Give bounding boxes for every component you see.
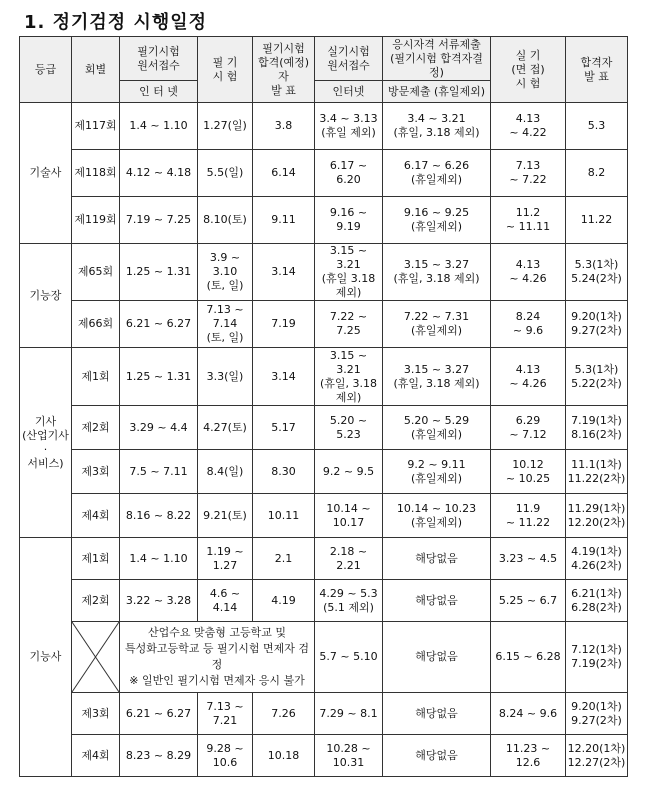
practical-exam-cell: 8.24 ~ 9.6 — [491, 693, 566, 735]
written-exam-cell: 7.13 ~ 7.14 (토, 일) — [198, 301, 253, 348]
final-pass-cell: 5.3(1차) 5.22(2차) — [566, 348, 628, 406]
practical-apply-cell: 10.28 ~ 10.31 — [315, 735, 383, 777]
written-exam-cell: 5.5(일) — [198, 150, 253, 197]
practical-exam-cell: 4.13 ~ 4.26 — [491, 348, 566, 406]
practical-exam-cell: 4.13 ~ 4.26 — [491, 244, 566, 301]
practical-exam-cell: 5.25 ~ 6.7 — [491, 580, 566, 622]
exam-schedule-table — [19, 36, 628, 777]
docs-cell: 9.2 ~ 9.11 (휴일제외) — [383, 450, 491, 494]
header-docs: 응시자격 서류제출 (필기시험 합격자결정) — [383, 37, 491, 81]
written-exam-cell: 1.27(일) — [198, 103, 253, 150]
round-cell: 제118회 — [72, 150, 120, 197]
written-pass-cell: 3.14 — [253, 348, 315, 406]
round-cell: 제119회 — [72, 197, 120, 244]
final-pass-cell: 8.2 — [566, 150, 628, 197]
table-row — [20, 103, 628, 150]
round-cell: 제2회 — [72, 406, 120, 450]
practical-apply-cell: 4.29 ~ 5.3 (5.1 제외) — [315, 580, 383, 622]
docs-cell: 해당없음 — [383, 735, 491, 777]
docs-cell: 해당없음 — [383, 538, 491, 580]
table-row — [20, 693, 628, 735]
exempt-note: 산업수요 맞춤형 고등학교 및 특성화고등학교 등 필기시험 면제자 검정 ※ 일반인 필기시험 면제자 응시 불가 — [120, 622, 315, 693]
written-pass-cell: 4.19 — [253, 580, 315, 622]
grade-cell: 기능사 — [20, 538, 72, 777]
table-row-exempt — [20, 622, 628, 693]
written-apply-cell: 4.12 ~ 4.18 — [120, 150, 198, 197]
written-apply-cell: 3.22 ~ 3.28 — [120, 580, 198, 622]
grade-cell: 기술사 — [20, 103, 72, 244]
round-cell: 제65회 — [72, 244, 120, 301]
header-round: 회별 — [72, 37, 120, 103]
practical-exam-cell: 3.23 ~ 4.5 — [491, 538, 566, 580]
table-row — [20, 494, 628, 538]
written-apply-cell: 7.19 ~ 7.25 — [120, 197, 198, 244]
practical-apply-cell: 10.14 ~ 10.17 — [315, 494, 383, 538]
practical-apply-cell: 6.17 ~ 6.20 — [315, 150, 383, 197]
round-cell: 제66회 — [72, 301, 120, 348]
written-pass-cell: 7.26 — [253, 693, 315, 735]
written-apply-cell: 3.29 ~ 4.4 — [120, 406, 198, 450]
header-final-pass: 합격자 발 표 — [566, 37, 628, 103]
written-exam-cell: 9.21(토) — [198, 494, 253, 538]
docs-cell: 3.15 ~ 3.27 (휴일, 3.18 제외) — [383, 348, 491, 406]
written-exam-cell: 7.13 ~ 7.21 — [198, 693, 253, 735]
table-row — [20, 348, 628, 406]
final-pass-cell: 7.12(1차) 7.19(2차) — [566, 622, 628, 693]
table-row — [20, 538, 628, 580]
round-cell: 제2회 — [72, 580, 120, 622]
round-cell: 제4회 — [72, 735, 120, 777]
written-apply-cell: 6.21 ~ 6.27 — [120, 693, 198, 735]
practical-apply-cell: 5.7 ~ 5.10 — [315, 622, 383, 693]
practical-exam-cell: 10.12 ~ 10.25 — [491, 450, 566, 494]
written-pass-cell: 3.8 — [253, 103, 315, 150]
practical-apply-cell: 2.18 ~ 2.21 — [315, 538, 383, 580]
subheader-practical-apply: 인터넷 — [315, 81, 383, 103]
practical-apply-cell: 7.29 ~ 8.1 — [315, 693, 383, 735]
written-apply-cell: 6.21 ~ 6.27 — [120, 301, 198, 348]
written-apply-cell: 1.25 ~ 1.31 — [120, 244, 198, 301]
docs-cell: 해당없음 — [383, 580, 491, 622]
practical-apply-cell: 3.4 ~ 3.13 (휴일 제외) — [315, 103, 383, 150]
written-apply-cell: 7.5 ~ 7.11 — [120, 450, 198, 494]
page-title: 1. 정기검정 시행일정 — [24, 12, 207, 33]
header-practical-exam: 실 기 (면 접) 시 험 — [491, 37, 566, 103]
header-written-exam: 필 기 시 험 — [198, 37, 253, 103]
final-pass-cell: 11.22 — [566, 197, 628, 244]
final-pass-cell: 12.20(1차) 12.27(2차) — [566, 735, 628, 777]
table-row — [20, 244, 628, 301]
written-apply-cell: 1.4 ~ 1.10 — [120, 538, 198, 580]
docs-cell: 7.22 ~ 7.31 (휴일제외) — [383, 301, 491, 348]
docs-cell: 3.15 ~ 3.27 (휴일, 3.18 제외) — [383, 244, 491, 301]
docs-cell: 5.20 ~ 5.29 (휴일제외) — [383, 406, 491, 450]
schedule-body — [20, 103, 628, 777]
written-pass-cell: 10.18 — [253, 735, 315, 777]
subheader-written-apply: 인 터 넷 — [120, 81, 198, 103]
written-pass-cell: 9.11 — [253, 197, 315, 244]
docs-cell: 10.14 ~ 10.23 (휴일제외) — [383, 494, 491, 538]
written-exam-cell: 9.28 ~ 10.6 — [198, 735, 253, 777]
subheader-docs: 방문제출 (휴일제외) — [383, 81, 491, 103]
practical-exam-cell: 11.2 ~ 11.11 — [491, 197, 566, 244]
header-practical-apply: 실기시험 원서접수 — [315, 37, 383, 81]
written-pass-cell: 7.19 — [253, 301, 315, 348]
final-pass-cell: 5.3 — [566, 103, 628, 150]
practical-apply-cell: 5.20 ~ 5.23 — [315, 406, 383, 450]
docs-cell: 3.4 ~ 3.21 (휴일, 3.18 제외) — [383, 103, 491, 150]
table-row — [20, 450, 628, 494]
table-row — [20, 197, 628, 244]
round-cell: 제117회 — [72, 103, 120, 150]
written-exam-cell: 3.3(일) — [198, 348, 253, 406]
written-pass-cell: 3.14 — [253, 244, 315, 301]
written-apply-cell: 8.16 ~ 8.22 — [120, 494, 198, 538]
final-pass-cell: 5.3(1차) 5.24(2차) — [566, 244, 628, 301]
docs-cell: 해당없음 — [383, 693, 491, 735]
written-exam-cell: 4.27(토) — [198, 406, 253, 450]
practical-exam-cell: 6.29 ~ 7.12 — [491, 406, 566, 450]
written-pass-cell: 2.1 — [253, 538, 315, 580]
practical-exam-cell: 4.13 ~ 4.22 — [491, 103, 566, 150]
header-written-apply: 필기시험 원서접수 — [120, 37, 198, 81]
written-apply-cell: 8.23 ~ 8.29 — [120, 735, 198, 777]
round-cell: 제3회 — [72, 450, 120, 494]
written-pass-cell: 10.11 — [253, 494, 315, 538]
written-pass-cell: 8.30 — [253, 450, 315, 494]
written-exam-cell: 1.19 ~ 1.27 — [198, 538, 253, 580]
written-apply-cell: 1.25 ~ 1.31 — [120, 348, 198, 406]
practical-exam-cell: 11.23 ~ 12.6 — [491, 735, 566, 777]
final-pass-cell: 6.21(1차) 6.28(2차) — [566, 580, 628, 622]
practical-apply-cell: 3.15 ~ 3.21 (휴일, 3.18 제외) — [315, 348, 383, 406]
final-pass-cell: 4.19(1차) 4.26(2차) — [566, 538, 628, 580]
written-pass-cell: 6.14 — [253, 150, 315, 197]
grade-cell: 기능장 — [20, 244, 72, 348]
written-pass-cell: 5.17 — [253, 406, 315, 450]
written-apply-cell: 1.4 ~ 1.10 — [120, 103, 198, 150]
round-cell: 제1회 — [72, 348, 120, 406]
final-pass-cell: 7.19(1차) 8.16(2차) — [566, 406, 628, 450]
practical-apply-cell: 9.2 ~ 9.5 — [315, 450, 383, 494]
round-cell: 제3회 — [72, 693, 120, 735]
table-row — [20, 301, 628, 348]
final-pass-cell: 11.29(1차) 12.20(2차) — [566, 494, 628, 538]
crossed-out-cell — [72, 622, 120, 693]
written-exam-cell: 8.10(토) — [198, 197, 253, 244]
table-row — [20, 735, 628, 777]
round-cell: 제1회 — [72, 538, 120, 580]
final-pass-cell: 11.1(1차) 11.22(2차) — [566, 450, 628, 494]
docs-cell: 9.16 ~ 9.25 (휴일제외) — [383, 197, 491, 244]
grade-cell: 기사 (산업기사 · 서비스) — [20, 348, 72, 538]
docs-cell: 6.17 ~ 6.26 (휴일제외) — [383, 150, 491, 197]
final-pass-cell: 9.20(1차) 9.27(2차) — [566, 693, 628, 735]
practical-exam-cell: 11.9 ~ 11.22 — [491, 494, 566, 538]
practical-apply-cell: 7.22 ~ 7.25 — [315, 301, 383, 348]
table-row — [20, 406, 628, 450]
practical-apply-cell: 3.15 ~ 3.21 (휴일 3.18 제외) — [315, 244, 383, 301]
written-exam-cell: 8.4(일) — [198, 450, 253, 494]
practical-exam-cell: 7.13 ~ 7.22 — [491, 150, 566, 197]
practical-exam-cell: 8.24 ~ 9.6 — [491, 301, 566, 348]
final-pass-cell: 9.20(1차) 9.27(2차) — [566, 301, 628, 348]
practical-exam-cell: 6.15 ~ 6.28 — [491, 622, 566, 693]
table-row — [20, 150, 628, 197]
cross-mark-icon — [72, 622, 119, 692]
practical-apply-cell: 9.16 ~ 9.19 — [315, 197, 383, 244]
round-cell: 제4회 — [72, 494, 120, 538]
written-exam-cell: 3.9 ~ 3.10 (토, 일) — [198, 244, 253, 301]
header-grade: 등급 — [20, 37, 72, 103]
header-written-pass: 필기시험 합격(예정)자 발 표 — [253, 37, 315, 103]
written-exam-cell: 4.6 ~ 4.14 — [198, 580, 253, 622]
table-row — [20, 580, 628, 622]
docs-cell: 해당없음 — [383, 622, 491, 693]
